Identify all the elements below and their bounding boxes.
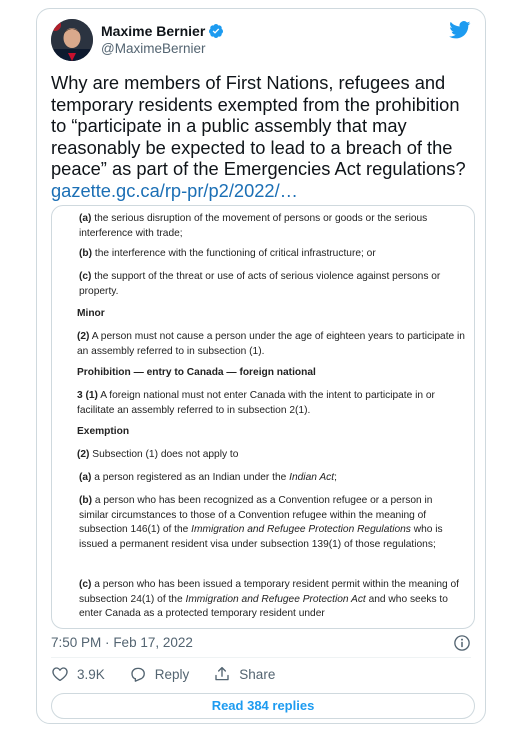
reply-label: Reply — [154, 666, 190, 682]
avatar-image — [51, 19, 93, 61]
document-excerpt — [52, 206, 474, 628]
share-icon — [213, 665, 231, 683]
twitter-bird-icon[interactable] — [449, 21, 471, 39]
timestamp-separator: · — [105, 635, 110, 650]
info-icon[interactable] — [453, 634, 471, 652]
doc-heading-minor: Minor — [77, 308, 105, 319]
tweet-actions — [51, 665, 299, 683]
doc-heading-prohibition: Prohibition — entry to Canada — foreign national — [77, 367, 316, 378]
reply-button[interactable] — [129, 665, 190, 683]
author-name-row[interactable] — [101, 23, 224, 39]
share-label: Share — [239, 666, 276, 682]
verified-badge-icon — [208, 23, 224, 39]
heart-icon — [51, 665, 69, 683]
tweet-image[interactable] — [51, 205, 475, 629]
doc-minor-text: (2) A person must not cause a person under the age of eighteen years to participate in an assembly referred to in subsection (1). — [77, 331, 465, 357]
doc-exemption-text: (2) Subsection (1) does not apply to — [77, 449, 239, 460]
doc-exemption-b: (b) a person who has been recognized as a Convention refugee or a person in similar circumstances to those of a Convention refugee within the meaning of subsection 146(1) of the Immigration and Refugee Protection Regulations who is issued a permanent resident visa under subsection 139(1) of those regulations; — [79, 495, 443, 550]
doc-exemption-c: (c) a person who has been issued a temporary resident permit within the meaning of subsection 24(1) of the Immigration and Refugee Protection Act and who seeks to enter Canada as a protected temporary resident under — [79, 579, 459, 620]
tweet-text — [51, 72, 476, 202]
divider — [51, 657, 471, 658]
tweet-date: Feb 17, 2022 — [113, 635, 193, 650]
tweet-card — [36, 8, 486, 724]
doc-exemption-a: (a) a person registered as an Indian under the Indian Act; — [79, 472, 337, 483]
like-count: 3.9K — [77, 666, 105, 682]
share-button[interactable] — [213, 665, 275, 683]
doc-item-c: (c) the support of the threat or use of acts of serious violence against persons or property. — [79, 271, 441, 297]
read-replies-button[interactable]: Read 384 replies — [51, 693, 475, 719]
tweet-timestamp[interactable] — [51, 635, 193, 650]
reply-icon — [129, 665, 147, 683]
like-button[interactable] — [51, 665, 105, 683]
tweet-time: 7:50 PM — [51, 635, 102, 650]
doc-item-b: (b) the interference with the functioning of critical infrastructure; or — [79, 248, 376, 259]
author-handle[interactable]: @MaximeBernier — [101, 41, 206, 56]
doc-heading-exemption: Exemption — [77, 426, 130, 437]
tweet-link[interactable]: gazette.gc.ca/rp-pr/p2/2022/… — [51, 179, 298, 201]
doc-item-a: (a) the serious disruption of the movement of persons or goods or the serious interference with trade; — [79, 213, 428, 239]
doc-prohibition-text: 3 (1) A foreign national must not enter Canada with the intent to participate in or facilitate an assembly referred to in subsection 2(1). — [77, 390, 435, 416]
tweet-body: Why are members of First Nations, refugees and temporary residents exempted from the prohibition to “participate in a public assembly that may reasonably be expected to lead to a breach of the peace” as part of the Emergencies Act regulations? — [51, 72, 466, 180]
avatar[interactable] — [51, 19, 93, 61]
author-display-name[interactable]: Maxime Bernier — [101, 23, 206, 39]
